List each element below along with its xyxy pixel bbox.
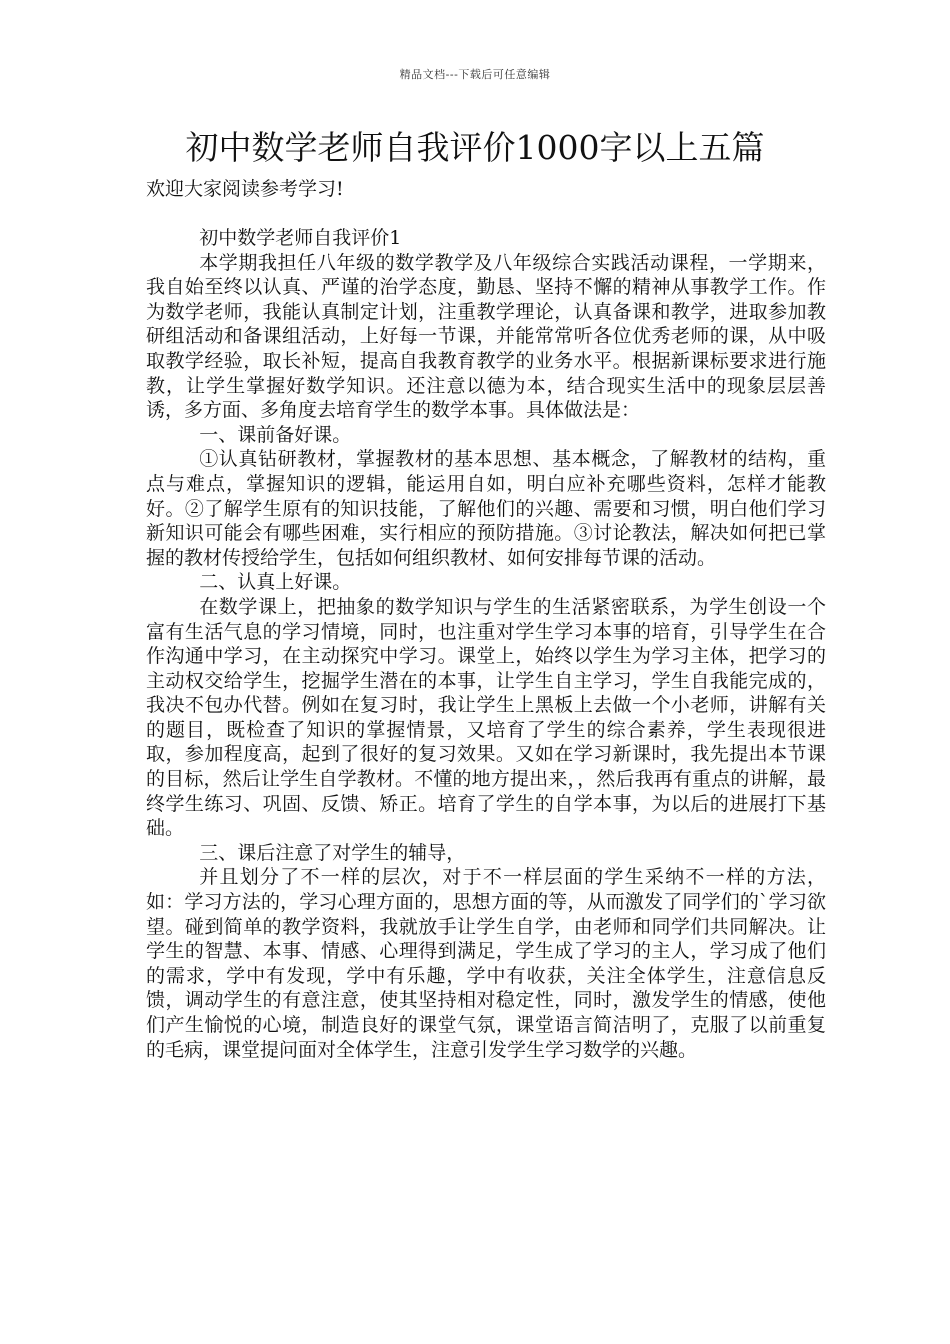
paragraph: 在数学课上，把抽象的数学知识与学生的生活紧密联系，为学生创设一个富有生活气息的学习情境，同时，也注重对学生学习本事的培育，引导学生在合作沟通中学习，在主动探究中学习。课堂上，始终以学生为学习主体，把学习的主动权交给学生，挖掘学生潜在的本事，让学生自主学习，学生自我能完成的，我决不包办代替。例如在复习时，我让学生上黑板上去做一个小老师，讲解有关的题目，既检查了知识的掌握情景，又培育了学生的综合素养，学生表现很进取，参加程度高，起到了很好的复习效果。又如在学习新课时，我先提出本节课的目标，然后让学生自学教材。不懂的地方提出来，，然后我再有重点的讲解，最终学生练习、巩固、反馈、矫正。培育了学生的自学本事，为以后的进展打下基础。	[146, 595, 826, 840]
document-title: 初中数学老师自我评价1000字以上五篇	[185, 128, 765, 167]
section-title: 初中数学老师自我评价1	[199, 227, 402, 249]
paragraph: 并且划分了不一样的层次，对于不一样层面的学生采纳不一样的方法，如：学习方法的，学习心理方面的，思想方面的等，从而激发了同学们的`学习欲望。碰到简单的教学资料，我就放手让学生自学，由老师和同学们共同解决。让学生的智慧、本事、情感、心理得到满足，学生成了学习的主人，学习成了他们的需求，学中有发现，学中有乐趣，学中有收获，关注全体学生，注意信息反馈，调动学生的有意注意，使其坚持相对稳定性，同时，激发学生的情感，使他们产生愉悦的心境，制造良好的课堂气氛，课堂语言简洁明了，克服了以前重复的毛病，课堂提问面对全体学生，注意引发学生学习数学的兴趣。	[146, 866, 826, 1061]
section-heading: 一、课前备好课。	[199, 423, 352, 446]
paragraph: ①认真钻研教材，掌握教材的基本思想、基本概念，了解教材的结构，重点与难点，掌握知识的逻辑，能运用自如，明白应补充哪些资料，怎样才能教好。②了解学生原有的知识技能，了解他们的兴趣、需要和习惯，明白他们学习新知识可能会有哪些困难，实行相应的预防措施。③讨论教法，解决如何把已掌握的教材传授给学生，包括如何组织教材、如何安排每节课的活动。	[146, 448, 826, 569]
welcome-line: 欢迎大家阅读参考学习!	[146, 178, 344, 200]
header-note: 精品文档---下载后可任意编辑	[399, 68, 551, 81]
section-heading: 二、认真上好课。	[199, 571, 352, 594]
section-heading: 三、课后注意了对学生的辅导，	[199, 841, 466, 864]
paragraph: 本学期我担任八年级的数学教学及八年级综合实践活动课程，一学期来，我自始至终以认真、严谨的治学态度，勤恳、坚持不懈的精神从事教学工作。作为数学老师，我能认真制定计划，注重教学理论，认真备课和教学，进取参加教研组活动和备课组活动，上好每一节课，并能常常听各位优秀老师的课，从中吸取教学经验，取长补短，提高自我教育教学的业务水平。根据新课标要求进行施教，让学生掌握好数学知识。还注意以德为本，结合现实生活中的现象层层善诱，多方面、多角度去培育学生的数学本事。具体做法是：	[146, 251, 826, 422]
document-body	[146, 226, 826, 1062]
